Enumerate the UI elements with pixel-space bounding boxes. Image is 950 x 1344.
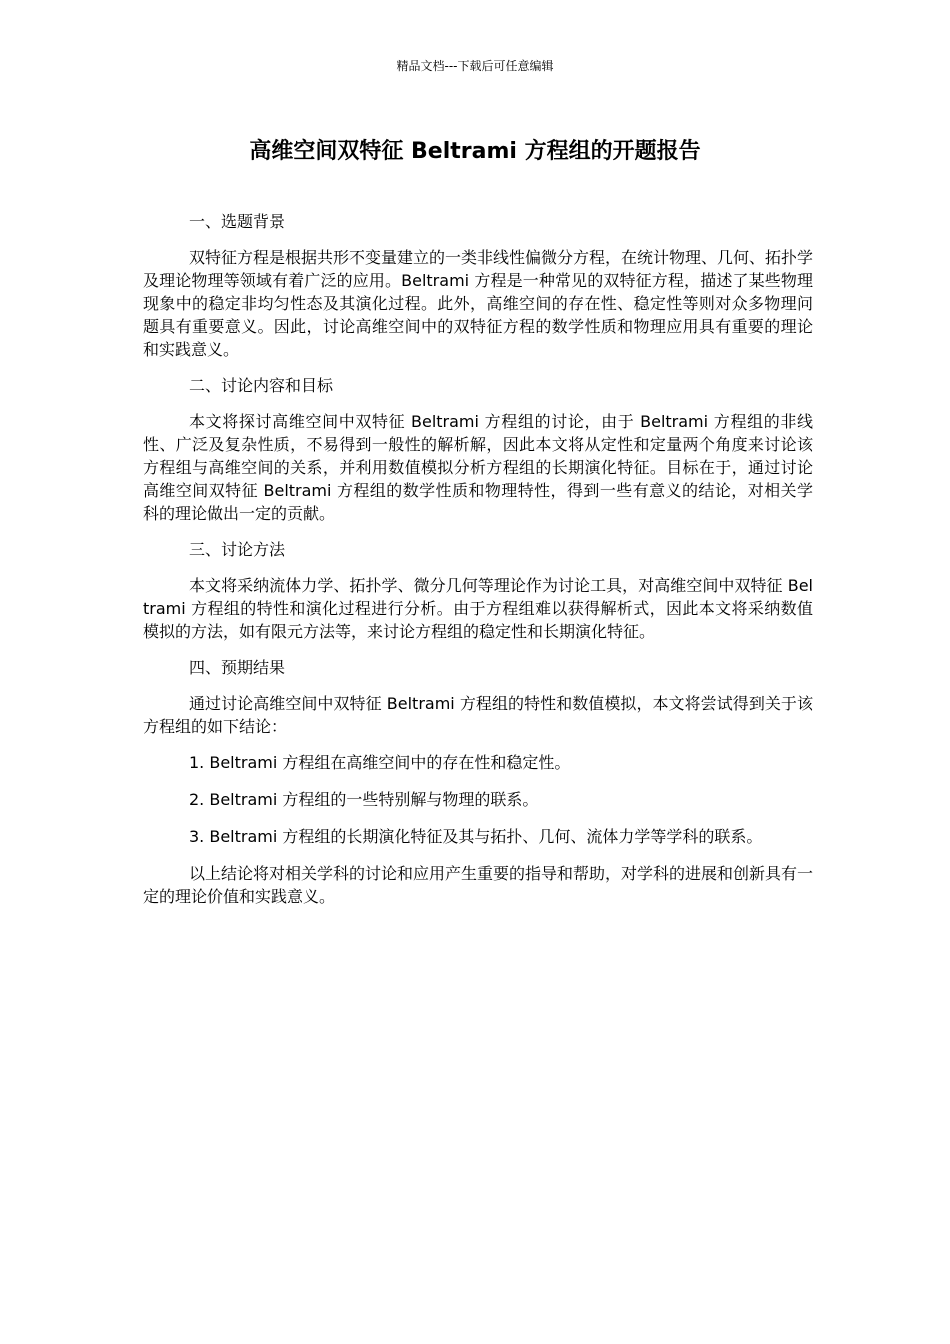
section-heading: 一、选题背景 — [189, 212, 286, 231]
paragraph: 双特征方程是根据共形不变量建立的一类非线性偏微分方程，在统计物理、几何、拓扑学及理论物理等领域有着广泛的应用。Beltrami 方程是一种常见的双特征方程，描述了某些物理现象中的稳定非均匀性态及其演化过程。此外，高维空间的存在性、稳定性等则对众多物理问题具有重要意义。因此，讨论高维空间中的双特征方程的数学性质和物理应用具有重要的理论和实践意义。 — [143, 248, 814, 359]
paragraph: 通过讨论高维空间中双特征 Beltrami 方程组的特性和数值模拟，本文将尝试得到关于该方程组的如下结论： — [143, 694, 813, 736]
document-title: 高维空间双特征 Beltrami 方程组的开题报告 — [249, 139, 701, 164]
list-item: 2. Beltrami 方程组的一些特别解与物理的联系。 — [189, 790, 539, 809]
paragraph: 本文将探讨高维空间中双特征 Beltrami 方程组的讨论，由于 Beltrami 方程组的非线性、广泛及复杂性质，不易得到一般性的解析解，因此本文将从定性和定量两个角度来讨论该方程组与高维空间的关系，并利用数值模拟分析方程组的长期演化特征。目标在于，通过讨论高维空间双特征 Beltrami 方程组的数学性质和物理特性，得到一些有意义的结论，对相关学科的理论做出一定的贡献。 — [143, 412, 813, 523]
list-item: 3. Beltrami 方程组的长期演化特征及其与拓扑、几何、流体力学等学科的联系。 — [189, 827, 763, 846]
section-expected-results — [143, 656, 813, 908]
page-header-watermark: 精品文档---下载后可任意编辑 — [396, 59, 554, 73]
section-methods — [143, 538, 813, 643]
section-background — [143, 210, 813, 361]
section-content-goals — [143, 374, 813, 525]
section-heading: 三、讨论方法 — [189, 540, 286, 559]
list-item: 1. Beltrami 方程组在高维空间中的存在性和稳定性。 — [189, 753, 571, 772]
paragraph: 本文将采纳流体力学、拓扑学、微分几何等理论作为讨论工具，对高维空间中双特征 Beltrami 方程组的特性和演化过程进行分析。由于方程组难以获得解析式，因此本文将采纳数值模拟的方法，如有限元方法等，来讨论方程组的稳定性和长期演化特征。 — [143, 576, 813, 641]
section-heading: 四、预期结果 — [189, 658, 286, 677]
section-heading: 二、讨论内容和目标 — [189, 376, 334, 395]
closing-paragraph: 以上结论将对相关学科的讨论和应用产生重要的指导和帮助，对学科的进展和创新具有一定的理论价值和实践意义。 — [143, 864, 814, 906]
document-body — [143, 210, 813, 921]
